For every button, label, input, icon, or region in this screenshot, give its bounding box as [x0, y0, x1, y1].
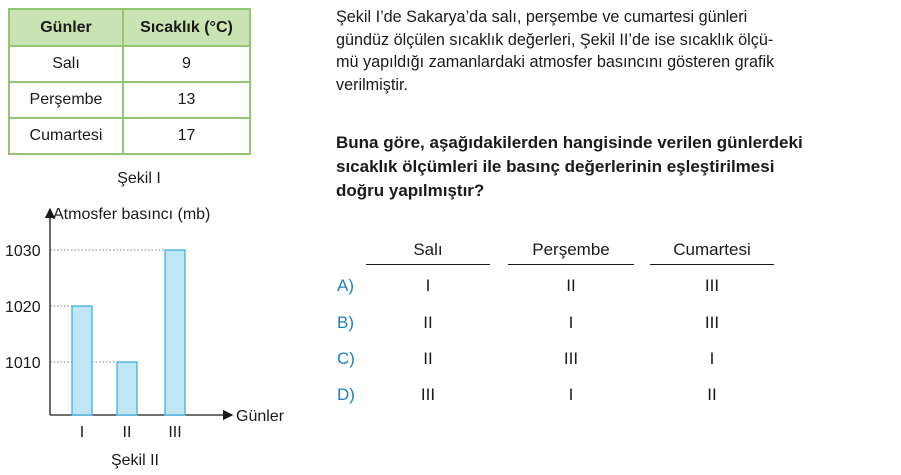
bar-III [165, 250, 185, 415]
paragraph-line: Şekil I’de Sakarya’da salı, perşembe ve cumartesi günleri [336, 8, 748, 26]
option-cell: I [568, 385, 574, 404]
x-axis-label: Günler [236, 408, 285, 425]
table-cell-day: Salı [9, 46, 123, 82]
option-cell: I [425, 276, 431, 295]
y-tick-label: 1020 [5, 299, 41, 316]
option-letter[interactable]: C) [337, 349, 355, 368]
intro-paragraph [336, 6, 896, 96]
option-cell: II [566, 276, 576, 295]
question-line: Buna göre, aşağıdakilerden hangisinde verilen günlerdeki [336, 133, 803, 152]
paragraph-line: verilmiştir. [336, 75, 408, 94]
bar-I [72, 306, 92, 415]
figure-caption-1: Şekil I [117, 170, 161, 187]
figure-caption-2: Şekil II [110, 452, 159, 469]
header-underline [508, 264, 634, 265]
option-letter[interactable]: D) [337, 385, 355, 404]
option-cell: III [563, 349, 579, 368]
y-tick-label: 1010 [5, 355, 41, 372]
question-line: doğru yapılmıştır? [336, 181, 485, 200]
paragraph-line: mü yapıldığı zamanlardaki atmosfer basıncını gösteren grafik [336, 53, 775, 71]
table-row [9, 46, 250, 82]
x-tick-label: III [168, 424, 182, 441]
options-header-persembe: Perşembe [532, 240, 610, 259]
table-header-days: Günler [9, 9, 123, 46]
table-cell-temp: 13 [123, 82, 250, 118]
header-underline [366, 264, 490, 265]
table-cell-temp: 17 [123, 118, 250, 154]
y-axis-label: Atmosfer basıncı (mb) [53, 206, 211, 223]
x-tick-label: II [122, 424, 132, 441]
option-cell: I [709, 349, 715, 368]
table-cell-day: Perşembe [9, 82, 123, 118]
option-cell: II [423, 349, 433, 368]
table-header-temperature: Sıcaklık (°C) [123, 9, 250, 46]
header-underline [650, 264, 774, 265]
x-tick-label: I [79, 424, 85, 441]
option-cell: III [420, 385, 436, 404]
option-letter[interactable]: A) [337, 276, 354, 295]
paragraph-line: gündüz ölçülen sıcaklık değerleri, Şekil II’de ise sıcaklık ölçü- [336, 30, 774, 49]
option-cell: II [707, 385, 717, 404]
table-row [9, 82, 250, 118]
option-cell: II [423, 313, 433, 332]
question-line: sıcaklık ölçümleri ile basınç değerlerinin eşleştirilmesi [336, 157, 775, 176]
table-row [9, 118, 250, 154]
options-header-cumartesi: Cumartesi [673, 240, 751, 259]
option-cell: III [704, 313, 720, 332]
question-text [336, 131, 896, 203]
table-cell-temp: 9 [123, 46, 250, 82]
option-cell: I [568, 313, 574, 332]
option-cell: III [704, 276, 720, 295]
temperature-table [8, 8, 251, 155]
bar-II [117, 362, 137, 415]
bars [72, 250, 185, 415]
options-header-sali: Salı [413, 240, 443, 259]
option-letter[interactable]: B) [337, 313, 354, 332]
table-header-row [9, 9, 250, 46]
table-cell-day: Cumartesi [9, 118, 123, 154]
pressure-bar-chart [0, 195, 300, 455]
y-tick-label: 1030 [5, 243, 41, 260]
